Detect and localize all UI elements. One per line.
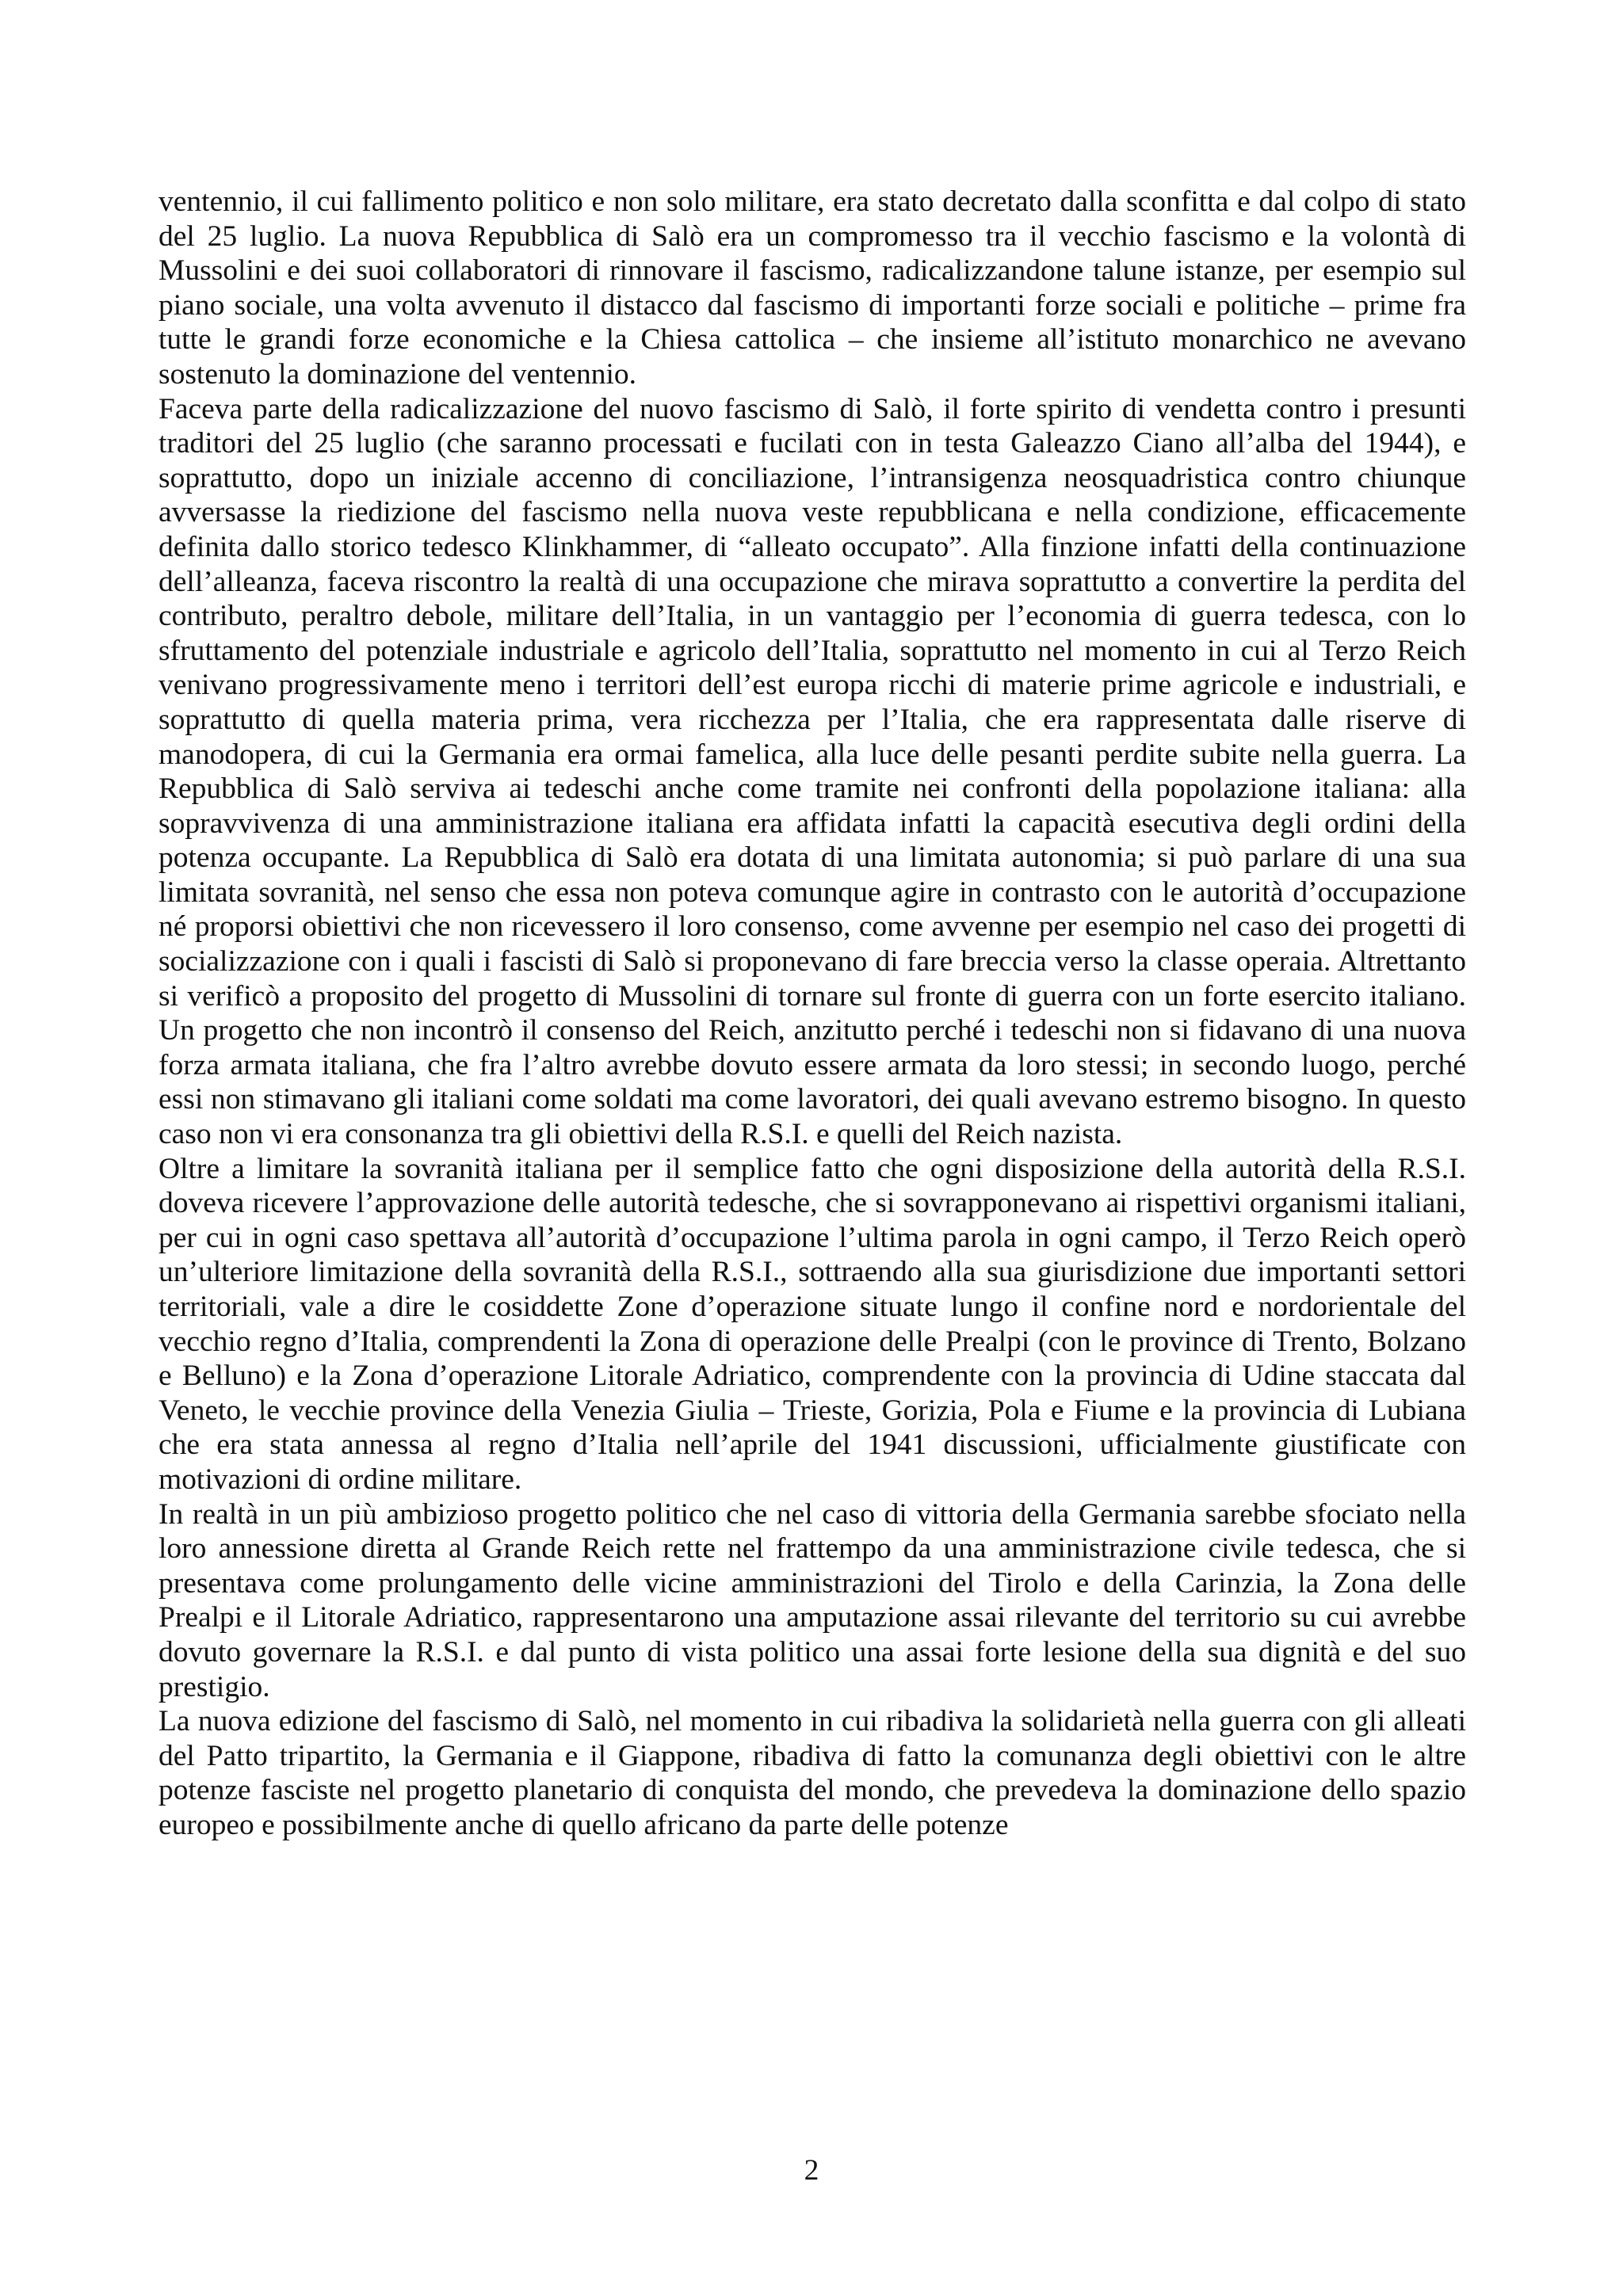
body-text: [158, 185, 1466, 1843]
paragraph: La nuova edizione del fascismo di Salò, nel momento in cui ribadiva la solidarietà nella guerra con gli alleati del Patto tripartito, la Germania e il Giappone, ribadiva di fatto la comunanza degli obiettivi con le altre potenze fasciste nel progetto planetario di conquista del mondo, che prevedeva la dominazione dello spazio europeo e possibilmente anche di quello africano da parte delle potenze: [158, 1705, 1466, 1841]
paragraph: In realtà in un più ambizioso progetto politico che nel caso di vittoria della Germania sarebbe sfociato nella loro annessione diretta al Grande Reich rette nel frattempo da una amministrazione civile tedesca, che si presentava come prolungamento delle vicine amministrazioni del Tirolo e della Carinzia, la Zona delle Prealpi e il Litorale Adriatico, rappresentarono una amputazione assai rilevante del territorio su cui avrebbe dovuto governare la R.S.I. e dal punto di vista politico una assai forte lesione della sua dignità e del suo prestigio.: [158, 1497, 1466, 1703]
page-number: 2: [804, 2154, 819, 2187]
paragraph: Oltre a limitare la sovranità italiana per il semplice fatto che ogni disposizione della autorità della R.S.I. doveva ricevere l’approvazione delle autorità tedesche, che si sovrapponevano ai rispettivi organismi italiani, per cui in ogni caso spettava all’autorità d’occupazione l’ultima parola in ogni campo, il Terzo Reich operò un’ulteriore limitazione della sovranità della R.S.I., sottraendo alla sua giurisdizione due importanti settori territoriali, vale a dire le cosiddette Zone d’operazione situate lungo il confine nord e nordorientale del vecchio regno d’Italia, comprendenti la Zona di operazione delle Prealpi (con le province di Trento, Bolzano e Belluno) e la Zona d’operazione Litorale Adriatico, comprendente con la provincia di Udine staccata dal Veneto, le vecchie province della Venezia Giulia – Trieste, Gorizia, Pola e Fiume e la provincia di Lubiana che era stata annessa al regno d’Italia nell’aprile del 1941 discussioni, ufficialmente giustificate con motivazioni di ordine militare.: [158, 1152, 1466, 1496]
paragraph: Faceva parte della radicalizzazione del nuovo fascismo di Salò, il forte spirito di vendetta contro i presunti traditori del 25 luglio (che saranno processati e fucilati con in testa Galeazzo Ciano all’alba del 1944), e soprattutto, dopo un iniziale accenno di conciliazione, l’intransigenza neosquadristica contro chiunque avversasse la riedizione del fascismo nella nuova veste repubblicana e nella condizione, efficacemente definita dallo storico tedesco Klinkhammer, di “alleato occupato”. Alla finzione infatti della continuazione dell’alleanza, faceva riscontro la realtà di una occupazione che mirava soprattutto a convertire la perdita del contributo, peraltro debole, militare dell’Italia, in un vantaggio per l’economia di guerra tedesca, con lo sfruttamento del potenziale industriale e agricolo dell’Italia, soprattutto nel momento in cui al Terzo Reich venivano progressivamente meno i territori dell’est europa ricchi di materie prime agricole e industriali, e soprattutto di quella materia prima, vera ricchezza per l’Italia, che era rappresentata dalle riserve di manodopera, di cui la Germania era ormai famelica, alla luce delle pesanti perdite subite nella guerra. La Repubblica di Salò serviva ai tedeschi anche come tramite nei confronti della popolazione italiana: alla sopravvivenza di una amministrazione italiana era affidata infatti la capacità esecutiva degli ordini della potenza occupante. La Repubblica di Salò era dotata di una limitata autonomia; si può parlare di una sua limitata sovranità, nel senso che essa non poteva comunque agire in contrasto con le autorità d’occupazione né proporsi obiettivi che non ricevessero il loro consenso, come avvenne per esempio nel caso dei progetti di socializzazione con i quali i fascisti di Salò si proponevano di fare breccia verso la classe operaia. Altrettanto si verificò a proposito del progetto di Mussolini di tornare sul fronte di guerra con un forte esercito italiano. Un progetto che non incontrò il consenso del Reich, anzitutto perché i tedeschi non si fidavano di una nuova forza armata italiana, che fra l’altro avrebbe dovuto essere armata da loro stessi; in secondo luogo, perché essi non stimavano gli italiani come soldati ma come lavoratori, dei quali avevano estremo bisogno. In questo caso non vi era consonanza tra gli obiettivi della R.S.I. e quelli del Reich nazista.: [158, 392, 1466, 1151]
paragraph: ventennio, il cui fallimento politico e non solo militare, era stato decretato dalla sconfitta e dal colpo di stato del 25 luglio. La nuova Repubblica di Salò era un compromesso tra il vecchio fascismo e la volontà di Mussolini e dei suoi collaboratori di rinnovare il fascismo, radicalizzandone talune istanze, per esempio sul piano sociale, una volta avvenuto il distacco dal fascismo di importanti forze sociali e politiche – prime fra tutte le grandi forze economiche e la Chiesa cattolica – che insieme all’istituto monarchico ne avevano sostenuto la dominazione del ventennio.: [158, 185, 1466, 391]
